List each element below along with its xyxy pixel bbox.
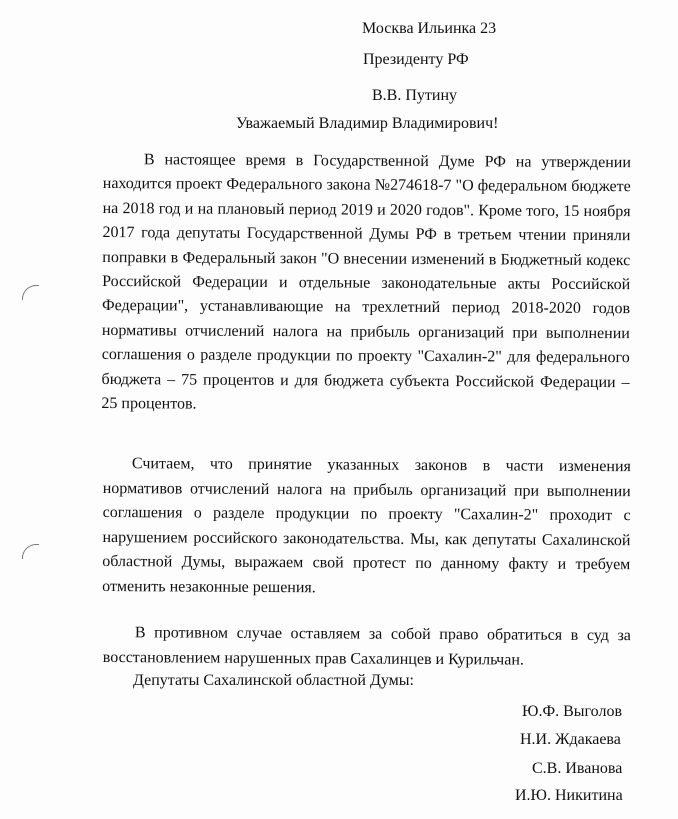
signatory-name: Н.И. Ждакаева [520,731,621,748]
signatory-name: И.Ю. Никитина [515,787,623,804]
signatory-name: С.В. Иванова [532,760,623,777]
address-line-recipient-name: В.В. Путину [372,87,458,104]
address-line-recipient-title: Президенту РФ [363,51,469,68]
letter-greeting: Уважаемый Владимир Владимирович! [236,115,499,132]
address-line-location: Москва Ильинка 23 [362,20,497,37]
body-paragraph-1: В настоящее время в Государственной Думе РФ на утверждении находится проект Федерального закона №274618-7 "О федеральном бюджете на 2018 год и на плановый период 2019 и 2020 годов". Кроме того, 15 ноября 2017 года депутаты Государственной Думы РФ в третьем чтении приняли поправки в Федеральный закон "О внесении изменений в Бюджетный кодекс Российской Федерации и отдельные законодательные акты Российской Федерации", устанавливающие на трехлетний период 2018-2020 годов нормативы отчислений налога на прибыль организаций при выполнении соглашения о разделе продукции по проекту "Сахалин-2" для федерального бюджета – 75 процентов и для бюджета субъекта Российской Федерации – 25 процентов. [101,151,631,413]
signoff-line: Депутаты Сахалинской областной Думы: [133,672,414,689]
punch-hole-mark [22,544,39,559]
signatory-name: Ю.Ф. Выголов [522,703,622,720]
body-paragraph-2: Считаем, что принятие указанных законов в части изменения нормативов отчислений налога на прибыль организаций при выполнении соглашения о разделе продукции по проекту "Сахалин-2" проходит с нарушением российского законодательства. Мы, как депутаты Сахалинской областной Думы, выражаем свой протест по данному факту и требуем отменить незаконные решения. [102,455,631,597]
punch-hole-mark [22,285,39,300]
body-paragraph-3: В противном случае оставляем за собой право обратиться в суд за восстановлением нарушенных прав Сахалинцев и Курильчан. [102,624,631,669]
